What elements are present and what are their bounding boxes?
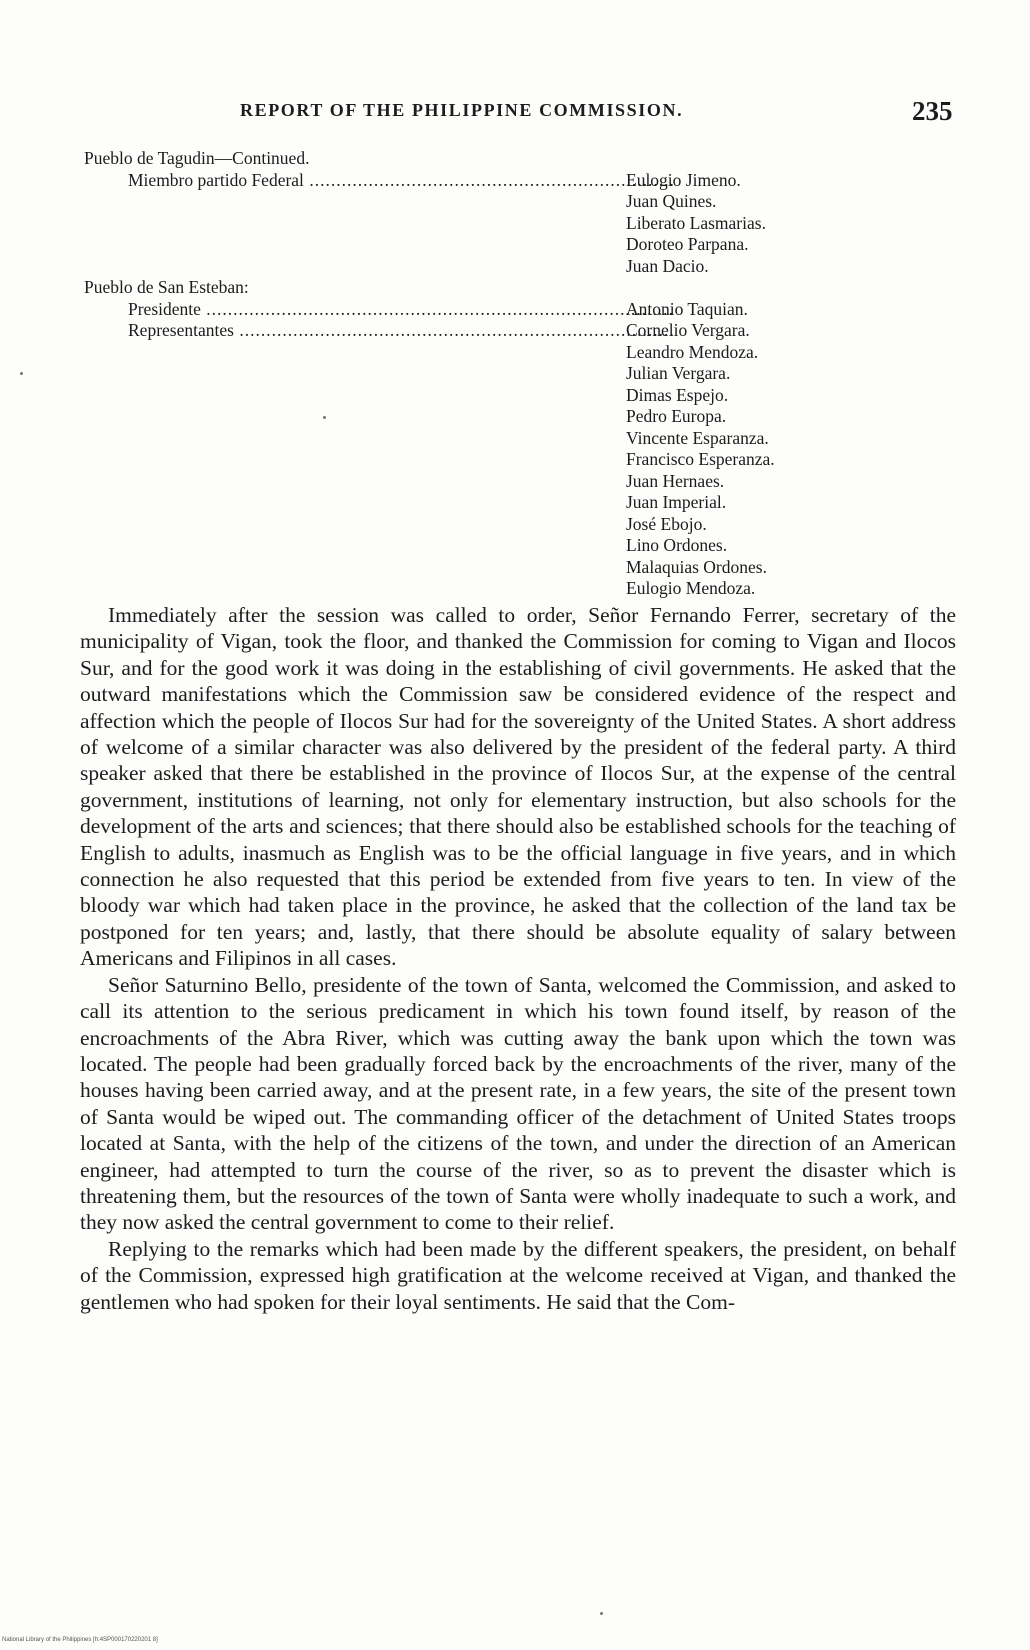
official-name: Pedro Europa. — [626, 406, 727, 426]
roster-row — [84, 385, 884, 407]
scan-credit: National Library of the Philippines [h:4SP000170220201 8] — [2, 1637, 158, 1643]
scan-speck — [600, 1612, 603, 1615]
paragraph: Replying to the remarks which had been made by the different speakers, the president, on behalf of the Commission, expressed high gratification at the welcome received at Vigan, and thanked the gentlemen who had spoken for their loyal sentiments. He said that the Com- — [80, 1236, 956, 1314]
official-name: Dimas Espejo. — [626, 384, 729, 405]
roster-row — [84, 449, 884, 471]
roster-row — [84, 492, 884, 514]
official-name: Francisco Esperanza. — [626, 449, 775, 469]
roster-row — [84, 428, 884, 450]
official-name: Liberato Lasmarias. — [626, 212, 766, 233]
official-name: Doroteo Parpana. — [626, 234, 749, 254]
paragraph: Señor Saturnino Bello, presidente of the town of Santa, welcomed the Commission, and asked to call its attention to the serious predicament in which his town found itself, by reason of the encroachments of the Abra River, which was cutting away the bank upon which the town was located. The people had been gradually forced back by the encroachments of the river, many of the houses having been carried away, and at the present rate, in a few years, the site of the present town of Santa would be wiped out. The commanding officer of the detachment of United States troops located at Santa, with the help of the citizens of the town, and under the direction of an American engineer, had attempted to turn the course of the river, so as to prevent the disaster which is threatening them, but the resources of the town of Santa were wholly inadequate to such a work, and they now asked the central government to come to their relief. — [80, 972, 956, 1235]
official-name: Eulogio Mendoza. — [626, 578, 756, 598]
roster-row — [84, 213, 884, 235]
office-title: Presidente ..... — [128, 299, 673, 321]
roster-row — [84, 191, 884, 213]
roster-row — [84, 535, 884, 557]
roster-row — [84, 363, 884, 385]
official-name: Antonio Taquian. — [626, 298, 748, 319]
office-title: Miembro partido Federal ..... — [128, 170, 673, 192]
roster-row — [84, 342, 884, 364]
pueblo-heading: Pueblo de Tagudin—Continued. — [84, 148, 310, 168]
official-name: Julian Vergara. — [626, 363, 731, 383]
roster-row — [84, 578, 884, 600]
roster-row — [84, 514, 884, 536]
roster-row — [84, 406, 884, 428]
official-name: Lino Ordones. — [626, 535, 728, 555]
roster-row — [84, 557, 884, 579]
roster-row — [84, 148, 884, 170]
official-name: Cornelio Vergara. — [626, 320, 750, 340]
scan-speck — [20, 372, 23, 375]
official-name: Vincente Esparanza. — [626, 427, 769, 448]
official-name: Malaquias Ordones. — [626, 556, 767, 577]
roster-row — [84, 299, 884, 321]
official-name: Juan Hernaes. — [626, 470, 725, 491]
roster-row — [84, 170, 884, 192]
running-head — [0, 96, 1030, 130]
official-name: Juan Imperial. — [626, 492, 727, 512]
office-title: Representantes ..... — [128, 320, 673, 342]
official-name: Eulogio Jimeno. — [626, 169, 741, 190]
official-name: Leandro Mendoza. — [626, 341, 759, 362]
paragraph: Immediately after the session was called to order, Señor Fernando Ferrer, secretary of the municipality of Vigan, took the floor, and thanked the Commission for coming to Vigan and Ilocos Sur, and for the good work it was doing in the establishing of civil governments. He asked that the outward manifestations which the Commission saw be considered evidence of the respect and affection which the people of Ilocos Sur had for the sovereignty of the United States. A short address of welcome of a similar character was also delivered by the president of the federal party. A third speaker asked that there be established in the province of Ilocos Sur, at the expense of the central government, institutions of learning, not only for elementary instruction, but also schools for the development of the arts and sciences; that there should also be established schools for the teaching of English to adults, inasmuch as English was to be the official language in five years, and in which connection he also requested that this period be extended from five years to ten. In view of the bloody war which had taken place in the province, he asked that the collection of the land tax be postponed for ten years; and, lastly, that there should be absolute equality of salary between Americans and Filipinos in all cases. — [80, 603, 956, 971]
page-number: 235 — [912, 96, 953, 126]
running-title: REPORT OF THE PHILIPPINE COMMISSION. — [240, 100, 684, 120]
official-name: José Ebojo. — [626, 513, 707, 534]
roster-row — [84, 320, 884, 342]
official-name: Juan Dacio. — [626, 255, 709, 276]
roster-row — [84, 256, 884, 278]
body-text — [80, 602, 956, 1315]
roster-row — [84, 234, 884, 256]
pueblo-heading: Pueblo de San Esteban: — [84, 277, 249, 297]
scan-speck — [323, 416, 326, 419]
roster-row — [84, 277, 884, 299]
official-name: Juan Quines. — [626, 191, 717, 211]
officials-roster — [84, 148, 884, 600]
roster-row — [84, 471, 884, 493]
